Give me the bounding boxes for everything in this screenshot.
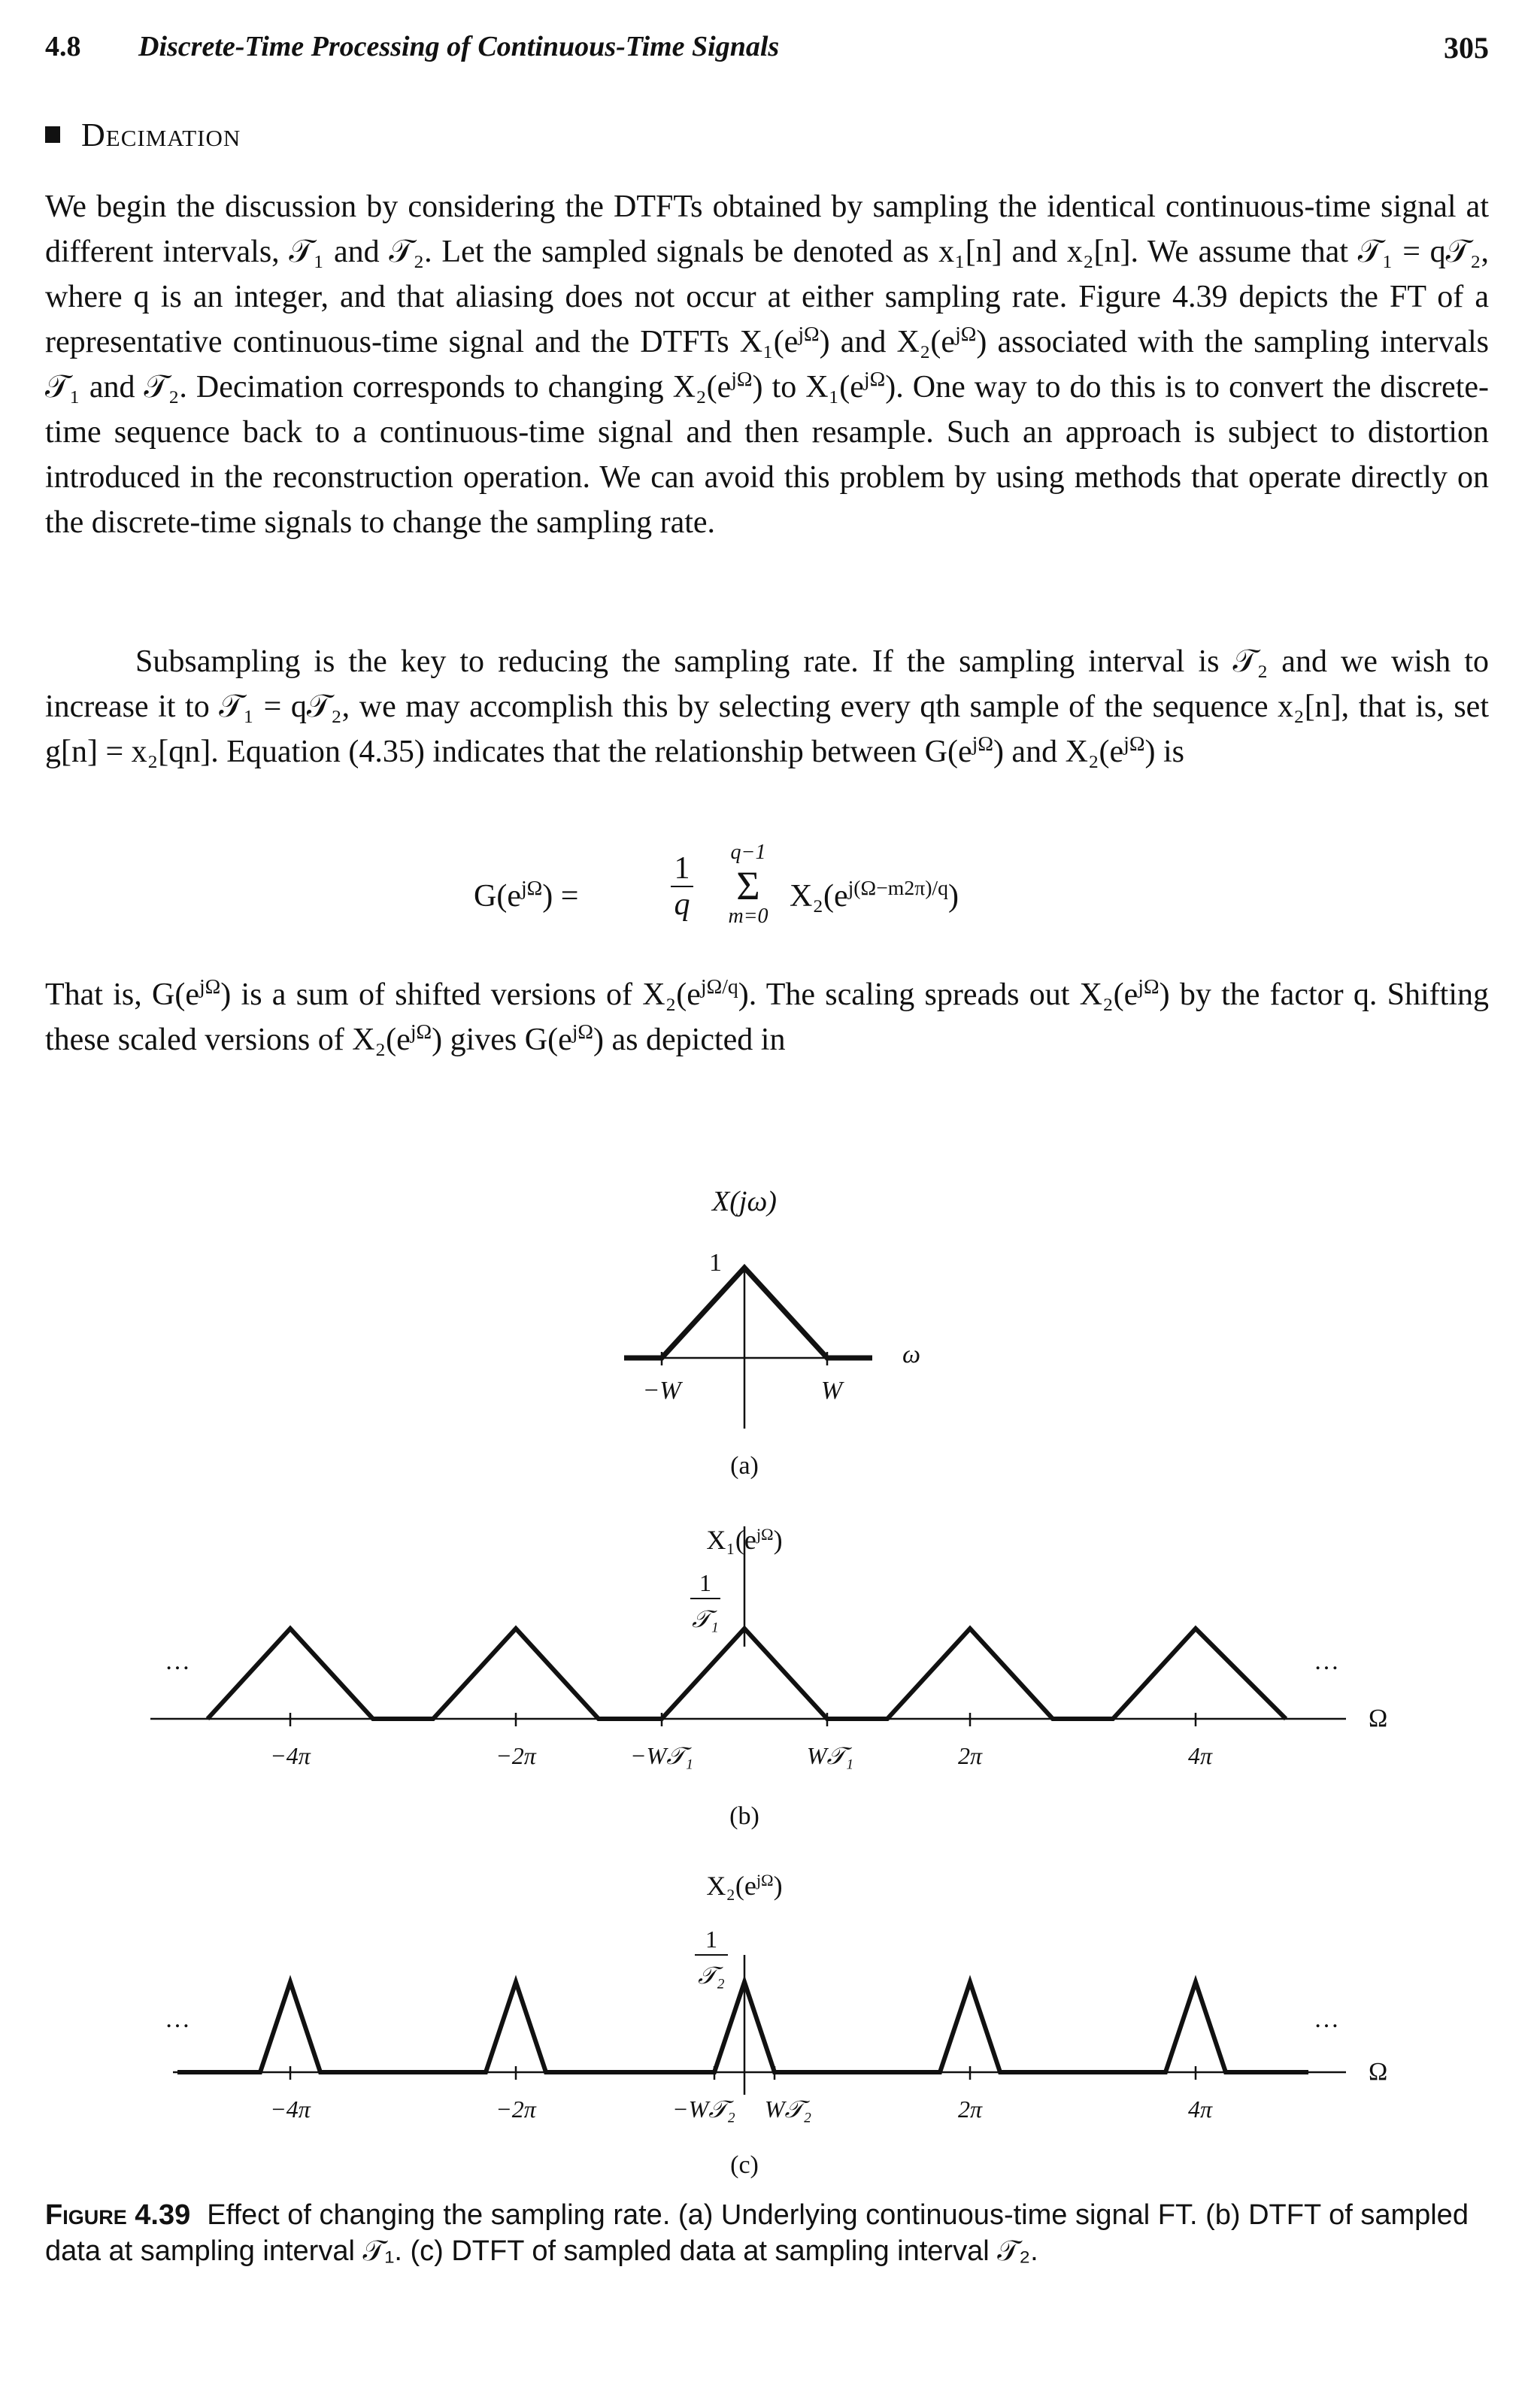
- panel-b-ellipsis-right: …: [1314, 1647, 1339, 1675]
- panel-a-peak-label: 1: [709, 1249, 722, 1277]
- running-title: Discrete-Time Processing of Continuous-Time Signals: [138, 31, 780, 62]
- panel-b-tick-label: −W𝒯₁: [630, 1742, 693, 1769]
- panel-b-ylabel: $X_1(e^{j\Omega})$: [706, 1524, 783, 1555]
- panel-c-ellipsis-right: …: [1314, 2005, 1339, 2033]
- panel-b-tick-label: W𝒯₁: [806, 1742, 854, 1769]
- bullet-square-icon: [45, 126, 60, 143]
- panel-b-tick-label: −4π: [270, 1742, 311, 1769]
- panel-c-tick-label: W𝒯₂: [764, 2096, 812, 2123]
- panel-b: [150, 1526, 1346, 1726]
- caption-text: Effect of changing the sampling rate. (a) Underlying continuous-time signal FT. (b) DTFT of sampled data at sampling interval 𝒯₁. (c) DTFT of sampled data at sampling interval 𝒯₂.: [45, 2199, 1469, 2267]
- panel-c-tick-label: 2π: [957, 2096, 983, 2123]
- fraction-denominator: q: [674, 887, 690, 922]
- panel-c-peak-num: 1: [705, 1926, 717, 1953]
- panel-b-xlabel: Ω: [1369, 1705, 1388, 1732]
- sum-upper-limit: q−1: [730, 841, 766, 864]
- paragraph-2: Subsampling is the key to reducing the sampling rate. If the sampling interval is 𝒯₂ and we wish to increase it to 𝒯₁ = q𝒯₂, we may accomplish this by selecting every qth sample of the sequence x₂[n], that is, set g[n] = x₂[qn]. Equation (4.35) indicates that the relationship between $G(e^{j\Omega})$ and $X_2(e^{j\Omega})$ is: [45, 644, 1489, 769]
- panel-a-tick-label: W: [820, 1377, 843, 1405]
- panel-c-xlabel: Ω: [1369, 2058, 1388, 2086]
- panel-b-peak-den: 𝒯₁: [692, 1605, 719, 1632]
- panel-b-spectrum: [208, 1629, 1286, 1719]
- page-number: 305: [1444, 31, 1489, 65]
- fraction-numerator: 1: [674, 851, 690, 886]
- decimation-equation: [474, 842, 1075, 955]
- panel-b-peak-num: 1: [699, 1569, 711, 1596]
- figure-caption: [45, 2197, 1489, 2269]
- panel-b-ellipsis-left: …: [165, 1647, 190, 1675]
- panel-c-tick-label: −4π: [270, 2096, 311, 2123]
- panel-b-tag: (b): [729, 1802, 759, 1830]
- sigma-symbol: Σ: [736, 863, 760, 908]
- panel-b-tick-label: −2π: [496, 1742, 536, 1769]
- panel-b-tick-label: 4π: [1187, 1742, 1213, 1769]
- figure-4-39: [0, 1173, 1540, 2196]
- paragraph-3: That is, $G(e^{j\Omega})$ is a sum of shifted versions of $X_2(e^{j\Omega/q})$. The scaling spreads out $X_2(e^{j\Omega})$ by the factor q. Shifting these scaled versions of $X_2(e^{j\Omega})$ gives $G(e^{j\Omega})$ as depicted in: [45, 974, 1489, 1057]
- panel-b-tick-label: 2π: [957, 1742, 983, 1769]
- panel-c-tick-label: −2π: [496, 2096, 536, 2123]
- caption-label: Figure 4.39: [45, 2199, 191, 2231]
- panel-a-xlabel: ω: [902, 1341, 921, 1368]
- panel-c: [173, 1955, 1346, 2095]
- section-heading-text: Decimation: [81, 117, 241, 153]
- panel-c-ylabel: $X_2(e^{j\Omega})$: [706, 1870, 783, 1901]
- panel-a-ylabel: X(jω): [712, 1186, 777, 1217]
- panel-c-tick-label: −W𝒯₂: [672, 2096, 735, 2123]
- panel-a-tag: (a): [730, 1452, 759, 1480]
- paragraph-1: We begin the discussion by considering the DTFTs obtained by sampling the identical continuous-time signal at different intervals, 𝒯₁ and 𝒯₂. Let the sampled signals be denoted as x₁[n] and x₂[n]. We assume that 𝒯₁ = q𝒯₂, where q is an integer, and that aliasing does not occur at either sampling rate. Figure 4.39 depicts the FT of a representative continuous-time signal and the DTFTs $X_1(e^{j\Omega})$ and $X_2(e^{j\Omega})$ associated with the sampling intervals 𝒯₁ and 𝒯₂. Decimation corresponds to changing $X_2(e^{j\Omega})$ to $X_1(e^{j\Omega})$. One way to do this is to convert the discrete-time sequence back to a continuous-time signal and then resample. Such an approach is subject to distortion introduced in the reconstruction operation. We can avoid this problem by using methods that operate directly on the discrete-time signals to change the sampling rate.: [45, 189, 1489, 540]
- equation-rhs: $X_2(e^{j(\Omega-m2\pi)/q})$: [790, 875, 959, 914]
- panel-c-spectrum: [177, 1982, 1308, 2072]
- section-number: 4.8: [45, 31, 81, 62]
- panel-c-tick-label: 4π: [1187, 2096, 1213, 2123]
- panel-a-spectrum: [624, 1268, 872, 1358]
- running-header: [45, 30, 1489, 68]
- summation: [714, 842, 782, 929]
- panel-c-ellipsis-left: …: [165, 2005, 190, 2033]
- panel-c-tag: (c): [730, 2151, 759, 2179]
- equation-lhs: $G(e^{j\Omega})$ =: [474, 875, 579, 914]
- panel-c-peak-den: 𝒯₂: [698, 1962, 725, 1989]
- section-heading: [45, 116, 241, 154]
- panel-a-tick-label: −W: [642, 1377, 681, 1405]
- equation-fraction: [671, 851, 693, 922]
- sum-lower-limit: m=0: [728, 905, 768, 928]
